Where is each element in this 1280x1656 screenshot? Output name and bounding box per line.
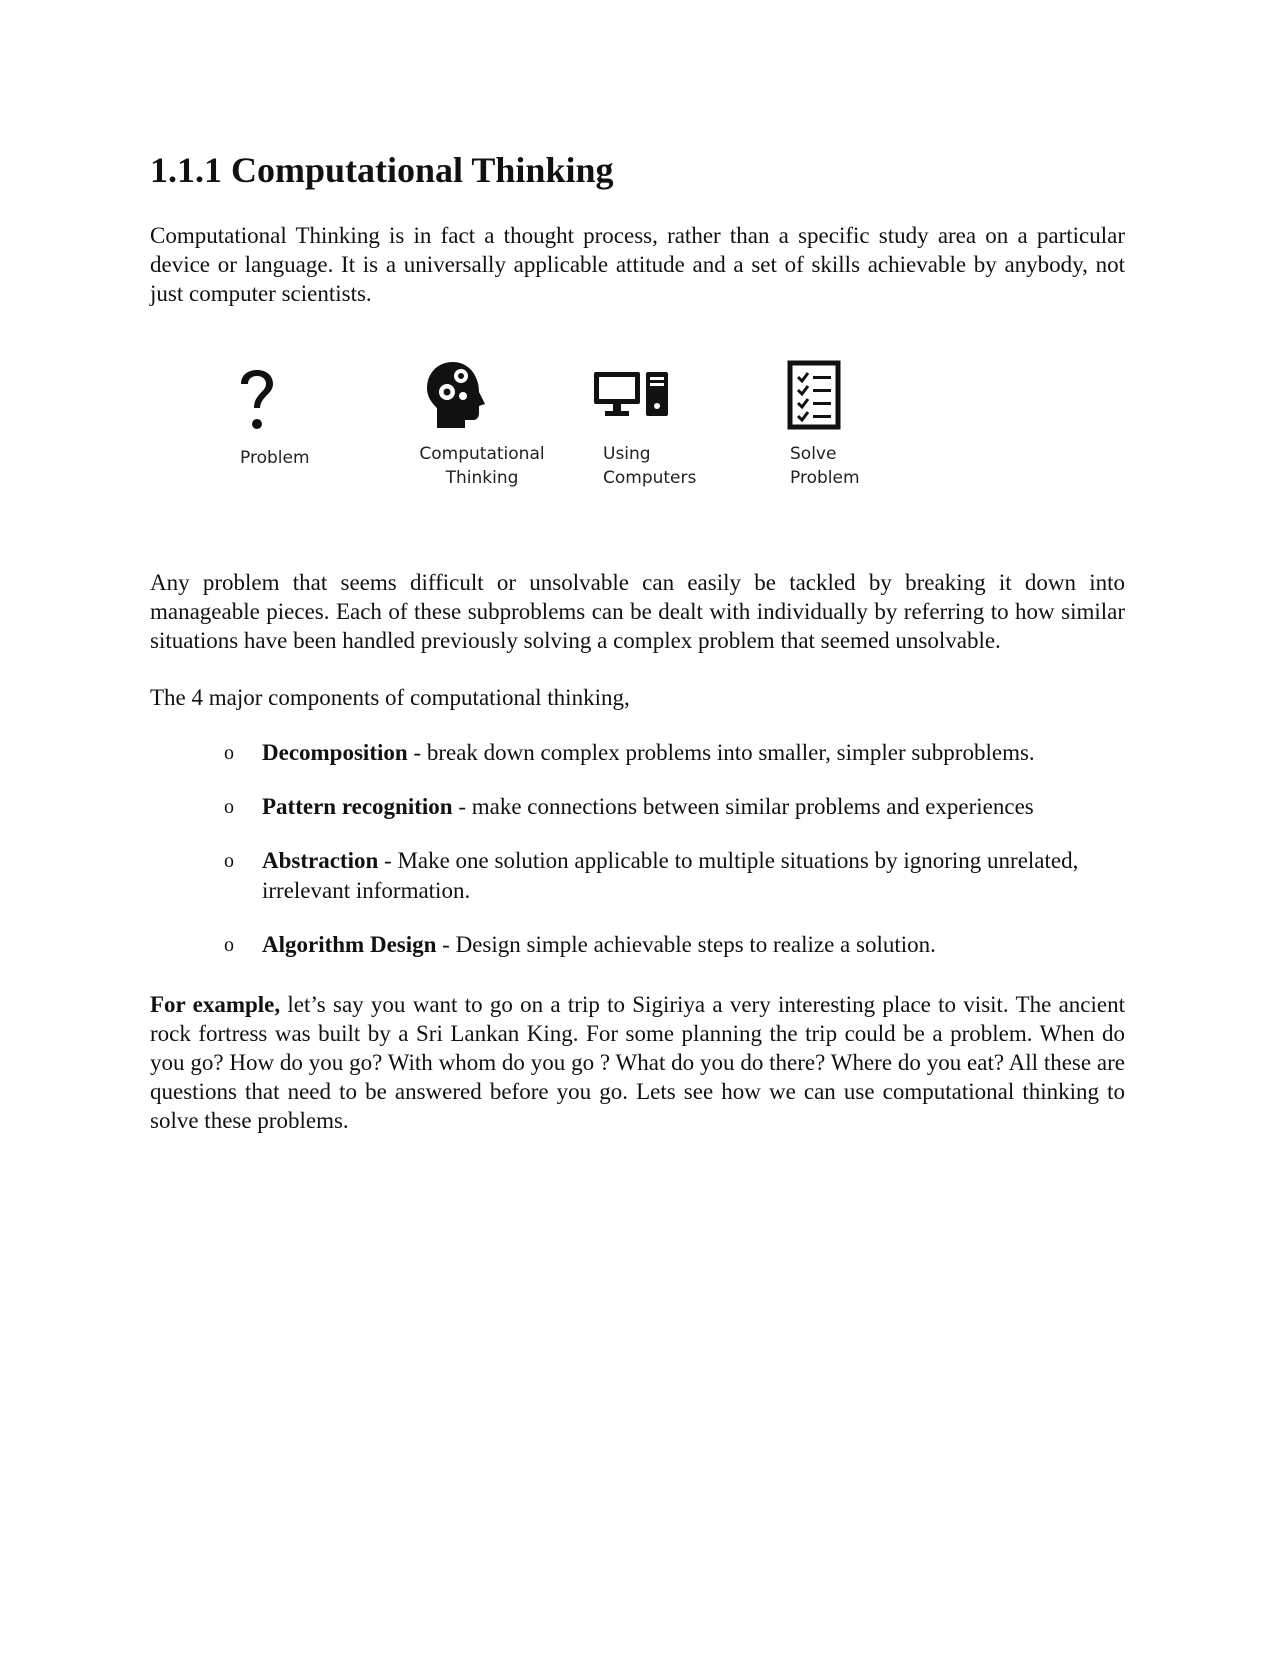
icon-caption-using-computers [603,442,696,490]
computer-icon [592,370,670,425]
component-desc: - make connections between similar problems and experiences [452,794,1034,820]
body-paragraph: Any problem that seems difficult or unsolvable can easily be tackled by breaking it down into manageable pieces. Each of these subproblems can be dealt with individually by referring to how similar situations have been handled previously solving a complex problem that seemed unsolvable. [150,570,1125,654]
component-term: Algorithm Design [262,932,437,958]
page-title: 1.1.1 Computational Thinking [150,150,614,190]
bullet-icon: o [224,850,234,873]
example-text: let’s say you want to go on a trip to Sigiriya a very interesting place to visit. The ancient rock fortress was built by a Sri Lankan King. For some planning the trip could be a problem. When do you go? How do you go? With whom do you go ? What do you do there? Where do you eat? All these are questions that need to be answered before you go. Lets see how we can use computational thinking to solve these problems. [150,992,1125,1134]
components-list [150,738,1125,960]
caption-line: Computers [603,468,697,489]
caption-line: Thinking [445,468,519,489]
head-gears-icon [425,360,487,435]
caption-line: Problem [240,448,310,469]
bullet-icon: o [224,934,234,957]
component-desc: - Design simple achievable steps to realize a solution. [436,932,936,958]
document-page [150,140,1125,1135]
icon-strip [150,308,1125,568]
checklist-icon [787,360,841,435]
components-lead: The 4 major components of computational thinking, [150,685,630,711]
list-item [224,738,1125,768]
list-item [224,792,1125,822]
caption-line: Solve [790,444,837,465]
list-item [224,930,1125,960]
icon-caption-computational-thinking [418,442,546,490]
component-desc: - Make one solution applicable to multiple situations by ignoring unrelated, irrelevant information. [262,848,1079,904]
intro-paragraph: Computational Thinking is in fact a thought process, rather than a specific study area on a particular device or language. It is a universally applicable attitude and a set of skills achievable by anybody, not just computer scientists. [150,223,1125,307]
caption-line: Problem [790,468,860,489]
example-label: For example, [150,992,281,1018]
list-item [224,846,1125,906]
bullet-icon: o [224,742,234,765]
caption-line: Using [603,444,651,465]
icon-caption-solve-problem [790,442,860,490]
question-mark-icon [235,368,279,439]
component-desc: - break down complex problems into smaller, simpler subproblems. [407,740,1035,766]
component-term: Pattern recognition [262,794,453,820]
component-term: Abstraction [262,848,379,874]
bullet-icon: o [224,796,234,819]
caption-line: Computational [419,444,545,465]
example-paragraph [150,990,1125,1135]
component-term: Decomposition [262,740,408,766]
icon-caption-problem [240,446,310,470]
